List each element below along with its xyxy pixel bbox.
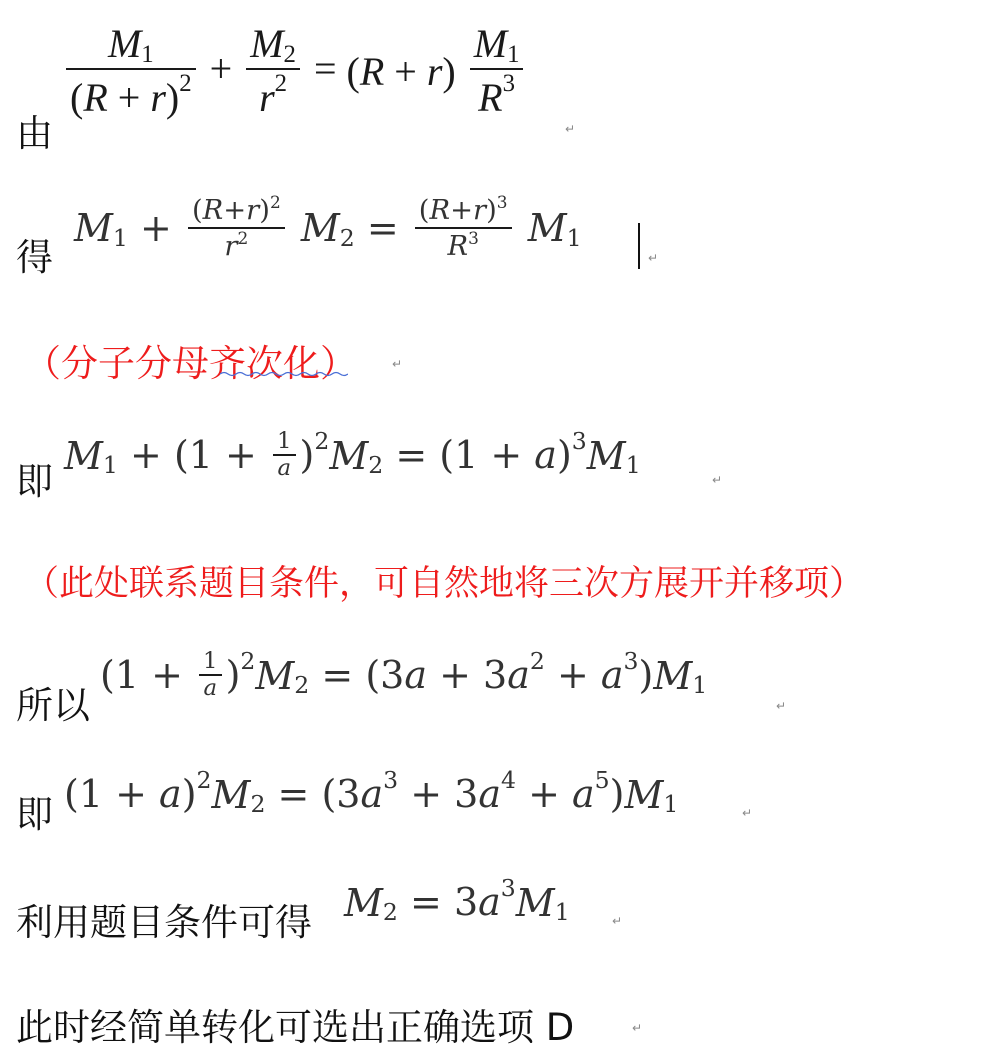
paragraph-mark: ↵	[648, 251, 659, 265]
line-7	[0, 762, 982, 836]
fraction-m1-over-r-cubed: $\frac{M1}{R3}$	[470, 18, 524, 120]
line-9	[0, 985, 982, 1049]
fraction-one-over-a: $\frac{1}{a}$	[199, 649, 222, 701]
paragraph-mark: ↵	[776, 699, 787, 713]
line-2	[0, 185, 982, 285]
fraction-rplusr-sq-over-r-sq: $\frac{(R+r)2}{r2}$	[188, 193, 285, 262]
formula-6: (1 + $\frac{1}{a}$ )2M2 = (3a + 3a2 + a3)M1	[100, 647, 708, 701]
paragraph-mark: ↵	[742, 806, 753, 820]
paragraph-mark: ↵	[612, 914, 623, 928]
text-cursor	[638, 223, 640, 269]
formula-8: M2 = 3a3M1	[344, 874, 570, 927]
line-1	[0, 0, 982, 160]
fraction-m2-over-r-squared: $\frac{M2}{r2}$	[246, 18, 300, 120]
line-6	[0, 645, 982, 725]
paragraph-mark: ↵	[565, 122, 576, 136]
formula-1: $\frac{M1}{(R + r)2}$ + $\frac{M2}{r2}$ = (R + r) $\frac{M1}{R3}$	[62, 18, 527, 120]
line-9-lead: 此时经简单转化可选出正确选项 D	[16, 1006, 575, 1049]
note-homogenize: （分子分母齐次化）	[24, 342, 357, 385]
paragraph-mark: ↵	[712, 473, 723, 487]
note-expand-cubic: （此处联系题目条件，可自然地将三次方展开并移项）	[24, 564, 865, 604]
fraction-one-over-a: $\frac{1}{a}$	[273, 429, 296, 481]
line-8	[0, 870, 982, 944]
fraction-rplusr-cubed-over-r-cubed: $\frac{(R+r)3}{R3}$	[415, 193, 512, 262]
formula-4: M1 + (1 + $\frac{1}{a}$ )2M2 = (1 + a)3M1	[64, 427, 641, 481]
line-1-lead: 由	[16, 112, 53, 155]
line-7-lead: 即	[16, 793, 53, 836]
formula-7: (1 + a)2M2 = (3a3 + 3a4 + a5)M1	[64, 766, 679, 819]
spellcheck-squiggle	[220, 371, 348, 377]
line-2-lead: 得	[16, 236, 53, 279]
line-4-lead: 即	[16, 460, 53, 503]
line-4	[0, 425, 982, 505]
line-8-lead: 利用题目条件可得	[16, 901, 312, 944]
paragraph-mark: ↵	[392, 357, 403, 371]
fraction-m1-over-rplusr-squared: $\frac{M1}{(R + r)2}$	[66, 18, 196, 120]
line-6-lead: 所以	[16, 684, 90, 727]
paragraph-mark: ↵	[632, 1021, 643, 1035]
line-5	[0, 552, 982, 612]
formula-2: M1 + $\frac{(R+r)2}{r2}$ M2 = $\frac{(R+r)3}{R3}$ M1	[74, 192, 582, 263]
line-3	[0, 325, 982, 385]
